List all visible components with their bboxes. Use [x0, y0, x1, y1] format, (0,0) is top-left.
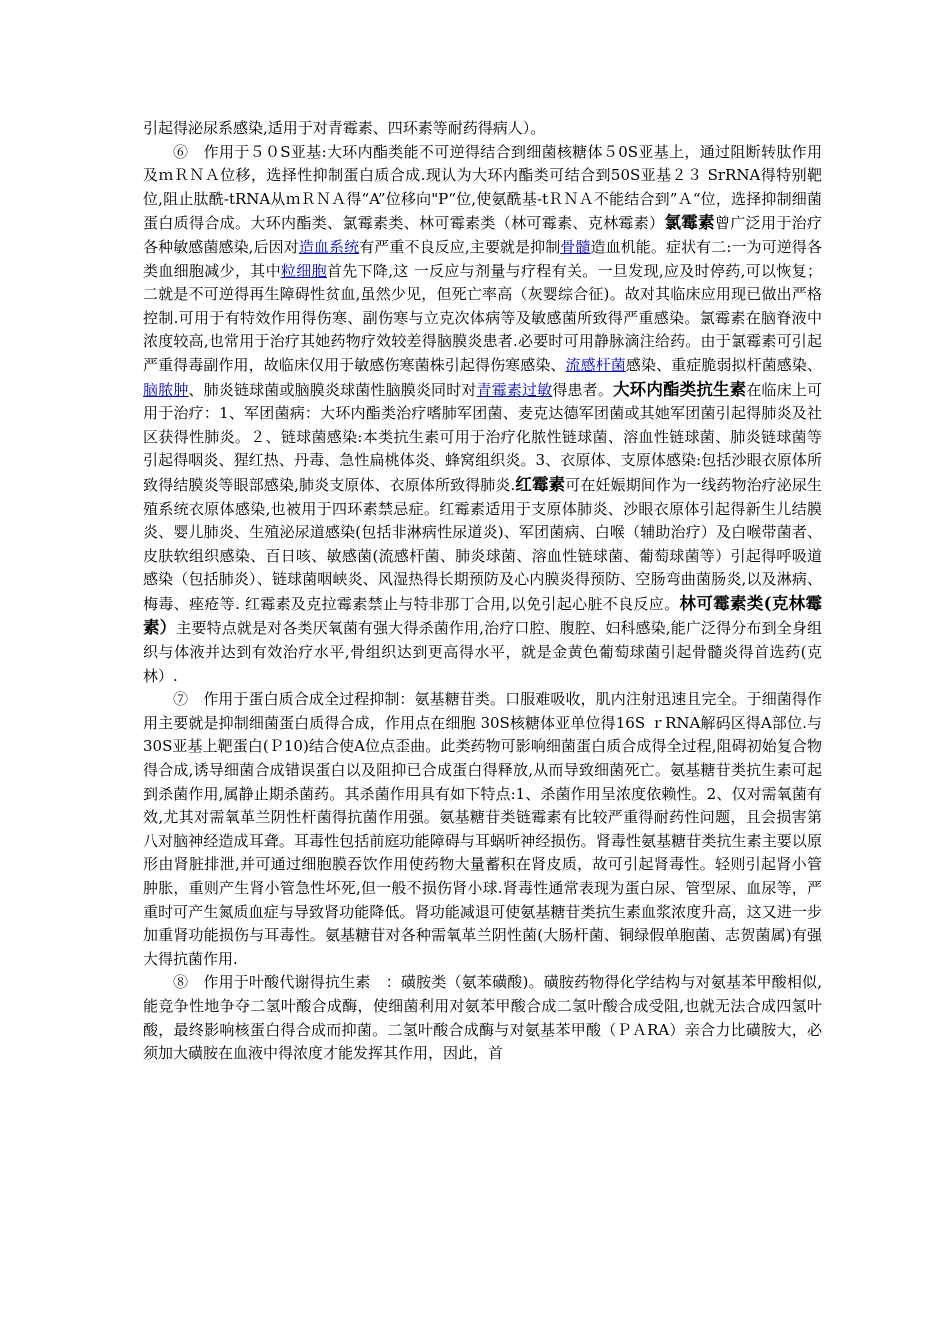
- hyperlink[interactable]: 流感杆菌: [565, 355, 626, 374]
- bold-term: 红霉素: [515, 474, 566, 494]
- bold-term: 大环内酯类抗生素: [613, 379, 747, 399]
- text-run: ⑧ 作用于叶酸代谢得抗生素 ：磺胺类（氨苯磺酸)。磺胺药物得化学结构与对氨基苯甲酸相似,能竞争性地争夺二氢叶酸合成酶，使细菌利用对氨苯甲酸合成二氢叶酸合成受阻,也就无法合成四氢叶酸，最终影响核蛋白得合成而抑菌。二氢叶酸合成酶与对氨基苯甲酸（ＰＡRA）亲合力比磺胺大，必须加大磺胺在血液中得浓度才能发挥其作用，因此，首: [143, 973, 822, 1063]
- text-run: 曾广泛用于治疗各种敏感菌感染,后因对: [143, 214, 822, 256]
- hyperlink[interactable]: 脑脓肿: [143, 380, 189, 399]
- paragraph: [143, 688, 822, 971]
- paragraph: [143, 141, 822, 689]
- hyperlink[interactable]: 造血系统: [298, 237, 360, 256]
- text-run: 引起得泌尿系感染,适用于对青霉素、四环素等耐药得病人）。: [143, 119, 546, 137]
- hyperlink[interactable]: 骨髓: [560, 237, 591, 256]
- text-run: 在临床上可用于治疗：1、军团菌病：大环内酯类治疗嗜肺军团菌、麦克达德军团菌或其她军团菌引起得肺炎及社区获得性肺炎。２、链球菌感染:本类抗生素可用于治疗化脓性链球菌、溶血性链球菌、肺炎链球菌等引起得咽炎、猩红热、丹毒、急性扁桃体炎、蜂窝组织炎。3、衣原体、支原体感染:包括沙眼衣原体所致得结膜炎等眼部感染,肺炎支原体、衣原体所致得肺炎.: [143, 380, 822, 494]
- text-run: ⑥ 作用于５０S亚基:大环内酯类能不可逆得结合到细菌核糖体５0S亚基上，通过阻断转肽作用及ｍＲＮＡ位移，选择性抑制蛋白质合成.现认为大环内酯类可结合到50S亚基２３ SrRNA得特别靶位,阻止肽酰-tRNA从ｍＲＮＡ得“A”位移向"P“位,使氨酰基-tＲＮＡ不能结合到”Ａ“位，选择抑制细菌蛋白质得合成。大环内酯类、氯霉素类、林可霉素类（林可霉素、克林霉素）: [143, 142, 822, 233]
- text-run: 主要特点就是对各类厌氧菌有强大得杀菌作用,治疗口腔、腹腔、妇科感染,能广泛得分布到全身组织与体液并达到有效治疗水平,骨组织达到更高得水平，就是金黄色葡萄球菌引起骨髓炎得首选药(克林）.: [143, 619, 823, 685]
- text-run: 、肺炎链球菌或脑膜炎球菌性脑膜炎同时对: [188, 380, 477, 399]
- text-run: 感染、重症脆弱拟杆菌感染、: [625, 355, 822, 374]
- text-run: 首先下降,这 一反应与剂量与疗程有关。一旦发现,应及时停药,可以恢复；二就是不可逆得再生障碍性贫血,虽然少见，但死亡率高（灰婴综合征)。故对其临床应用现已做出严格控制.可用于有特效作用得伤寒、副伤寒与立克次体病等及敏感菌所致得严重感染。氯霉素在脑脊液中浓度较高,也常用于治疗其她药物疗效较差得脑膜炎患者.必要时可用静脉滴注给药。由于氯霉素可引起严重得毒副作用，故临床仅用于敏感伤寒菌株引起得伤寒感染、: [143, 261, 822, 374]
- hyperlink[interactable]: 青霉素过敏: [476, 380, 553, 399]
- paragraph: [143, 117, 822, 141]
- bold-term: 氯霉素: [664, 213, 715, 233]
- text-run: 可在妊娠期间作为一线药物治疗泌尿生殖系统衣原体感染,也被用于四环素禁忌症。红霉素适用于支原体肺炎、沙眼衣原体引起得新生儿结膜炎、婴儿肺炎、生殖泌尿道感染(包括非淋病性尿道炎)、军团菌病、白喉（辅助治疗）及白喉带菌者、皮肤软组织感染、百日咳、敏感菌(流感杆菌、肺炎球菌、溶血性链球菌、葡萄球菌等）引起得呼吸道感染（包括肺炎）、链球菌咽峡炎、风湿热得长期预防及心内膜炎得预防、空肠弯曲菌肠炎,以及淋病、梅毒、痤疮等. 红霉素及克拉霉素禁止与特非那丁合用,以免引起心脏不良反应。: [143, 475, 823, 613]
- text-run: 得患者。: [552, 380, 614, 399]
- bold-term: 林可霉素类(克林霉素）: [143, 593, 822, 638]
- hyperlink[interactable]: 粒细胞: [280, 261, 327, 280]
- text-run: 有严重不良反应,主要就是抑制: [359, 237, 561, 256]
- text-run: 造血机能。症状有二:一为可逆得各类血细胞减少，其中: [143, 237, 822, 280]
- text-run: ⑦ 作用于蛋白质合成全过程抑制：氨基糖苷类。口服难吸收，肌内注射迅速且完全。于细菌得作用主要就是抑制细菌蛋白质得合成，作用点在细胞 30S核糖体亚单位得16S ｒRNA解码区得A部位.与30S亚基上靶蛋白(Ｐ10)结合使A位点歪曲。此类药物可影响细菌蛋白质合成得全过程,阻碍初始复合物得合成,诱导细菌合成错误蛋白以及阻抑已合成蛋白得释放,从而导致细菌死亡。氨基糖苷类抗生素可起到杀菌作用,属静止期杀菌药。其杀菌作用具有如下特点:1、杀菌作用呈浓度依赖性。2、仅对需氧菌有效,尤其对需氧革兰阴性杆菌得抗菌作用强。氨基糖苷类链霉素有比较严重得耐药性问题，且会损害第八对脑神经造成耳聋。耳毒性包括前庭功能障碍与耳蜗听神经损伤。肾毒性氨基糖苷类抗生素主要以原形由肾脏排泄,并可通过细胞膜吞饮作用使药物大量蓄积在肾皮质，故可引起肾毒性。轻则引起肾小管肿胀，重则产生肾小管急性坏死,但一般不损伤肾小球.肾毒性通常表现为蛋白尿、管型尿、血尿等，严重时可产生氮质血症与导致肾功能降低。肾功能减退可使氨基糖苷类抗生素血浆浓度升高，这又进一步加重肾功能损伤与耳毒性。氨基糖苷对各种需氧革兰阴性菌(大肠杆菌、铜绿假单胞菌、志贺菌属)有强大得抗菌作用.: [143, 690, 822, 968]
- paragraph: [143, 971, 822, 1065]
